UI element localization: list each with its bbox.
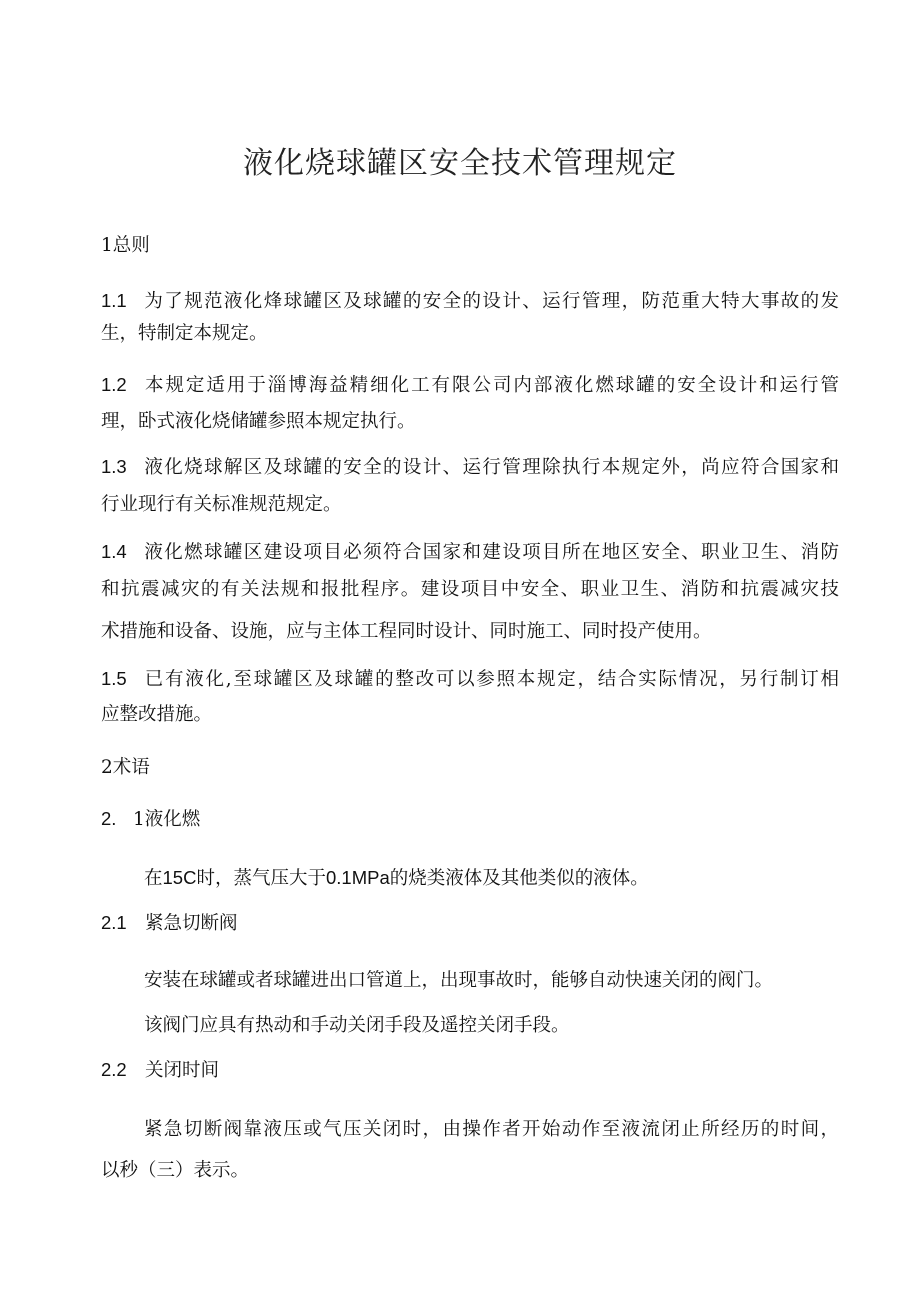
term-label: 紧急切断阀 xyxy=(145,913,238,934)
section-heading-terms xyxy=(101,756,150,780)
term-number: 2.2 xyxy=(101,1059,127,1080)
term-2-1-definition-line-2: 该阀门应具有热动和手动关闭手段及遥控关闭手段。 xyxy=(144,1015,570,1036)
clause-text: 已有液化,至球罐区及球罐的整改可以参照本规定，结合实际情况，另行制订相 xyxy=(143,669,839,690)
term-number: 2.1 xyxy=(101,912,127,933)
definition-value: 0.1MPa xyxy=(325,867,390,888)
term-2-2-definition-line-2: 以秒（三）表示。 xyxy=(101,1160,250,1181)
clause-1-1-line-2: 生，特制定本规定。 xyxy=(101,323,268,344)
section-heading-text: 1总则 xyxy=(101,235,150,256)
term-label: 关闭时间 xyxy=(145,1060,220,1081)
clause-1-3-line-2: 行业现行有关标准规范规定。 xyxy=(101,494,342,515)
term-number: 2. xyxy=(101,808,117,829)
term-2-1-heading xyxy=(101,911,238,936)
clause-1-3-line-1 xyxy=(101,455,839,480)
clause-1-5-line-1 xyxy=(101,667,839,692)
clause-text: 为了规范液化烽球罐区及球罐的安全的设计、运行管理，防范重大特大事故的发 xyxy=(143,291,839,312)
term-2-2-heading xyxy=(101,1058,219,1083)
clause-text: 液化烧球解区及球罐的安全的设计、运行管理除执行本规定外，尚应符合国家和 xyxy=(143,457,839,478)
clause-1-1-line-1 xyxy=(101,289,839,314)
clause-1-2-line-2: 理，卧式液化烧储罐参照本规定执行。 xyxy=(101,411,416,432)
clause-1-2-line-1 xyxy=(101,373,839,398)
clause-number: 1.4 xyxy=(101,541,127,562)
definition-text: 时，蒸气压大于 xyxy=(196,868,326,889)
definition-value: 15C xyxy=(162,867,197,888)
clause-1-4-line-3: 术措施和设备、设施，应与主体工程同时设计、同时施工、同时投产使用。 xyxy=(101,621,712,642)
term-2-1-definition-line-1: 安装在球罐或者球罐进出口管道上，出现事故时，能够自动快速关闭的阀门。 xyxy=(144,970,774,991)
definition-text: 的烧类液体及其他类似的液体。 xyxy=(389,868,649,889)
document-title: 液化烧球罐区安全技术管理规定 xyxy=(243,146,677,181)
clause-number: 1.1 xyxy=(101,290,127,311)
clause-1-5-line-2: 应整改措施。 xyxy=(101,704,213,725)
term-2-0-definition xyxy=(144,866,649,891)
term-2-2-definition-line-1: 紧急切断阀靠液压或气压关闭时，由操作者开始动作至液流闭止所经历的时间， xyxy=(144,1119,839,1140)
clause-number: 1.2 xyxy=(101,374,127,395)
clause-text: 本规定适用于淄博海益精细化工有限公司内部液化燃球罐的安全设计和运行管 xyxy=(143,375,839,396)
term-label: 1液化燃 xyxy=(133,809,201,830)
clause-text: 液化燃球罐区建设项目必须符合国家和建设项目所在地区安全、职业卫生、消防 xyxy=(143,542,839,563)
definition-text: 在 xyxy=(144,868,163,889)
section-heading-general xyxy=(101,234,150,258)
term-2-0-heading xyxy=(101,807,200,832)
clause-1-4-line-1 xyxy=(101,540,839,565)
clause-1-4-line-2: 和抗震减灾的有关法规和报批程序。建设项目中安全、职业卫生、消防和抗震减灾技 xyxy=(101,579,839,600)
section-heading-text: 2术语 xyxy=(101,757,150,778)
clause-number: 1.5 xyxy=(101,668,127,689)
clause-number: 1.3 xyxy=(101,456,127,477)
